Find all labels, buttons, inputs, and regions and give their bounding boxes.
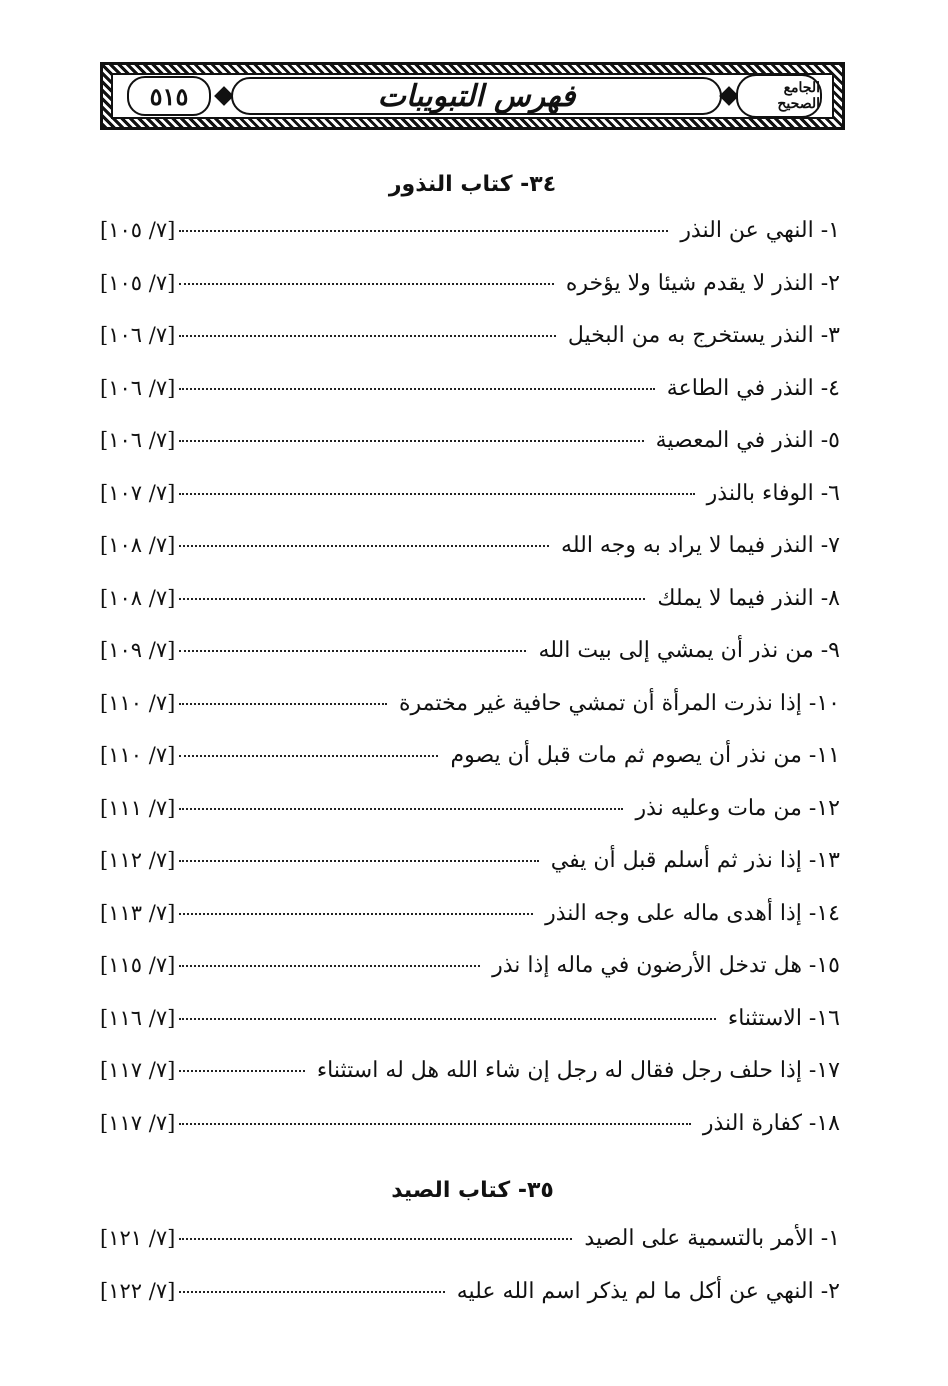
- entry-ref: [٧/ ١١٢]: [100, 848, 176, 872]
- header-frame: [111, 73, 834, 119]
- dot-leader: [179, 1123, 691, 1125]
- entry-title: ١٠- إذا نذرت المرأة أن تمشي حافية غير مختمرة: [399, 690, 840, 716]
- toc-entry[interactable]: [100, 481, 840, 534]
- toc-entry[interactable]: [100, 271, 840, 324]
- entry-title: ١- النهي عن النذر: [680, 218, 840, 243]
- entry-title: ١٣- إذا نذر ثم أسلم قبل أن يفي: [550, 848, 840, 873]
- entry-title: ١- الأمر بالتسمية على الصيد: [584, 1226, 840, 1251]
- section-heading: ٣٥- كتاب الصيد: [391, 1178, 554, 1203]
- entry-ref: [٧/ ١١٦]: [100, 1005, 176, 1030]
- dot-leader: [179, 493, 694, 495]
- dot-leader: [179, 1238, 572, 1240]
- entry-title: ٨- النذر فيما لا يملك: [657, 585, 840, 611]
- toc-entry[interactable]: [100, 901, 840, 954]
- dot-leader: [179, 1018, 716, 1020]
- entry-title: ١٨- كفارة النذر: [702, 1110, 840, 1136]
- dot-leader: [179, 755, 438, 757]
- dot-leader: [179, 545, 549, 547]
- entry-title: ٣- النذر يستخرج به من البخيل: [567, 323, 840, 348]
- toc-entry[interactable]: [100, 1111, 840, 1164]
- dot-leader: [179, 388, 654, 390]
- toc-entry[interactable]: [100, 1226, 840, 1279]
- entry-title: ١٧- إذا حلف رجل فقال له رجل إن شاء الله هل له استثناء: [316, 1058, 840, 1083]
- toc-entry[interactable]: [100, 638, 840, 691]
- toc-entry[interactable]: [100, 953, 840, 1006]
- dot-leader: [179, 230, 668, 232]
- entry-ref: [٧/ ١٠٦]: [100, 428, 176, 452]
- dot-leader: [179, 598, 645, 600]
- entry-title: ١٢- من مات وعليه نذر: [635, 795, 840, 821]
- toc-entry[interactable]: [100, 848, 840, 901]
- dot-leader: [179, 703, 387, 705]
- entry-ref: [٧/ ١١٠]: [100, 690, 176, 715]
- entry-ref: [٧/ ١١١]: [100, 795, 176, 820]
- entry-ref: [٧/ ١١٣]: [100, 900, 176, 925]
- toc-entry[interactable]: [100, 586, 840, 639]
- toc-entry[interactable]: [100, 1279, 840, 1332]
- entry-title: ٢- النذر لا يقدم شيئا ولا يؤخره: [565, 270, 840, 296]
- entry-title: ٥- النذر في المعصية: [655, 428, 840, 453]
- entry-ref: [٧/ ١٠٨]: [100, 585, 176, 610]
- entry-title: ١٤- إذا أهدى ماله على وجه النذر: [545, 900, 840, 926]
- entry-title: ٦- الوفاء بالنذر: [706, 480, 840, 506]
- dot-leader: [179, 965, 480, 967]
- dot-leader: [179, 440, 643, 442]
- dot-leader: [179, 860, 538, 862]
- entry-title: ٧- النذر فيما لا يراد به وجه الله: [561, 533, 840, 558]
- dot-leader: [179, 1291, 444, 1293]
- entry-ref: [٧/ ١١٧]: [100, 1110, 176, 1135]
- entry-title: ١١- من نذر أن يصوم ثم مات قبل أن يصوم: [450, 743, 840, 768]
- dot-leader: [179, 283, 554, 285]
- entry-title: ٢- النهي عن أكل ما لم يذكر اسم الله عليه: [456, 1278, 840, 1304]
- toc-entry[interactable]: [100, 743, 840, 796]
- page-header: [100, 62, 845, 130]
- toc-list: [100, 218, 840, 1163]
- toc-entry[interactable]: [100, 323, 840, 376]
- toc-entry[interactable]: [100, 218, 840, 271]
- entry-ref: [٧/ ١٠٥]: [100, 218, 176, 242]
- entry-ref: [٧/ ١٠٦]: [100, 323, 176, 347]
- toc-entry[interactable]: [100, 533, 840, 586]
- entry-ref: [٧/ ١٠٥]: [100, 270, 176, 295]
- toc-list: [100, 1226, 840, 1331]
- entry-title: ١٥- هل تدخل الأرضون في ماله إذا نذر: [492, 953, 840, 978]
- entry-ref: [٧/ ١٢٢]: [100, 1278, 176, 1303]
- entry-ref: [٧/ ١٠٧]: [100, 480, 176, 505]
- entry-ref: [٧/ ١٠٨]: [100, 533, 176, 557]
- entry-ref: [٧/ ١١٠]: [100, 743, 176, 767]
- toc-entry[interactable]: [100, 796, 840, 849]
- title-cartouche: [231, 77, 722, 115]
- entry-ref: [٧/ ١٢١]: [100, 1226, 176, 1250]
- dot-leader: [179, 650, 526, 652]
- section-heading: ٣٤- كتاب النذور: [388, 172, 557, 197]
- toc-entry[interactable]: [100, 376, 840, 429]
- dot-leader: [179, 335, 556, 337]
- toc-entry[interactable]: [100, 691, 840, 744]
- toc-entry[interactable]: [100, 1058, 840, 1111]
- entry-title: ٤- النذر في الطاعة: [666, 375, 840, 401]
- dot-leader: [179, 808, 623, 810]
- dot-leader: [179, 1070, 305, 1072]
- entry-ref: [٧/ ١١٥]: [100, 953, 176, 977]
- book-seal-logo: [736, 74, 822, 118]
- entry-ref: [٧/ ١٠٦]: [100, 375, 176, 400]
- dot-leader: [179, 913, 533, 915]
- seal-text: الجامع الصحيح: [777, 80, 820, 112]
- running-title: فهرس التبويبات: [377, 78, 576, 114]
- entry-ref: [٧/ ١٠٩]: [100, 638, 176, 662]
- toc-entry[interactable]: [100, 428, 840, 481]
- entry-title: ١٦- الاستثناء: [727, 1005, 840, 1031]
- toc-entry[interactable]: [100, 1006, 840, 1059]
- page-number: ٥١٥: [127, 76, 211, 116]
- entry-title: ٩- من نذر أن يمشي إلى بيت الله: [538, 638, 840, 663]
- entry-ref: [٧/ ١١٧]: [100, 1058, 176, 1082]
